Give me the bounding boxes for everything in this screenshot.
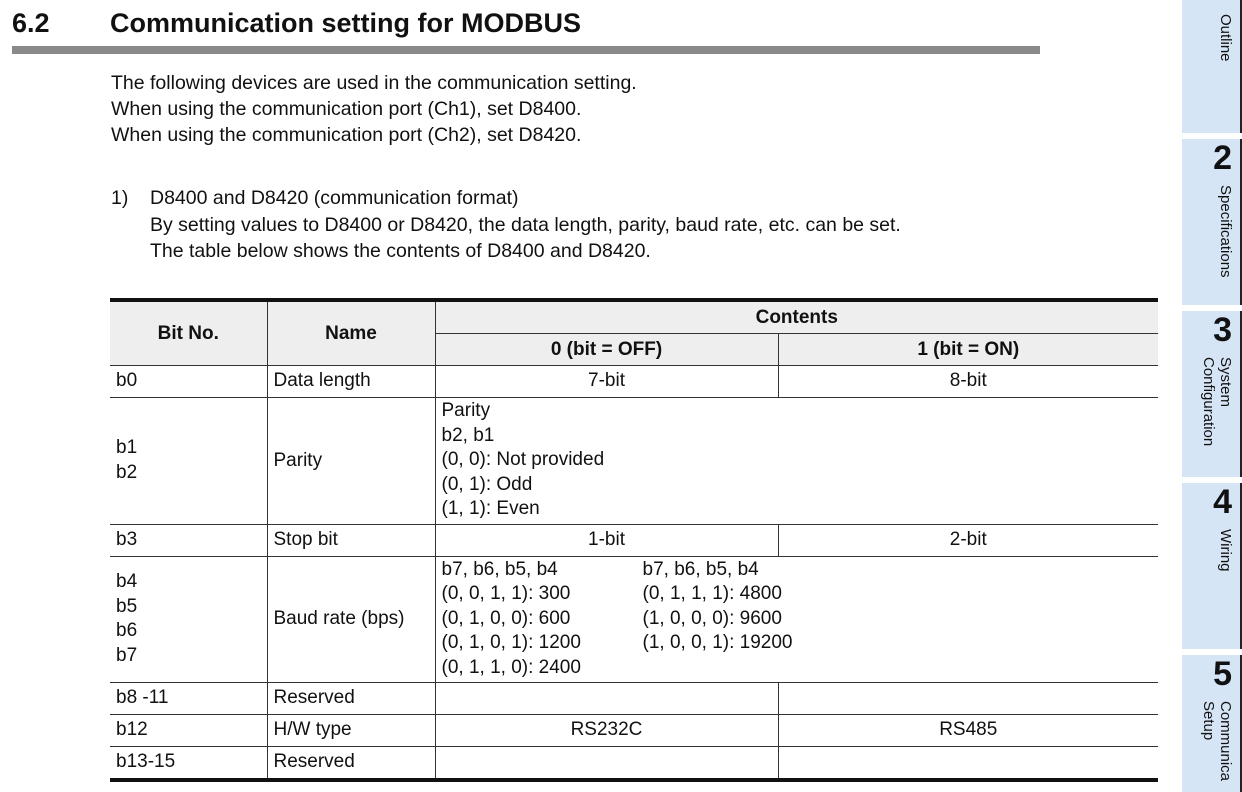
- parity-line: (1, 1): Even: [441, 498, 540, 519]
- header-bit-on: 1 (bit = ON): [778, 334, 1158, 366]
- name-cell: Baud rate (bps): [267, 556, 435, 683]
- table-row: [110, 524, 1158, 556]
- on-cell: 8-bit: [778, 366, 1158, 398]
- off-cell: [435, 747, 778, 781]
- tab-number: 5: [1213, 655, 1232, 693]
- off-cell: RS232C: [435, 715, 778, 747]
- name-cell: Stop bit: [267, 524, 435, 556]
- section-heading: [12, 4, 1042, 52]
- tab-communication-setup[interactable]: [1182, 655, 1242, 792]
- header-bit-off: 0 (bit = OFF): [435, 334, 778, 366]
- bit-cell: b13-15: [110, 747, 267, 781]
- bit-label: b6: [116, 620, 138, 642]
- on-cell: 2-bit: [778, 524, 1158, 556]
- baud-column-right: [643, 558, 844, 681]
- name-cell: Parity: [267, 398, 435, 525]
- baud-line: b7, b6, b5, b4: [642, 558, 759, 580]
- table-row: [110, 556, 1158, 683]
- table-row: [110, 747, 1158, 781]
- parity-line: (0, 1): Odd: [441, 473, 533, 495]
- header-contents: Contents: [435, 300, 1158, 334]
- table-row: [110, 366, 1158, 398]
- off-cell: 7-bit: [435, 366, 778, 398]
- bit-label: b1: [116, 437, 138, 459]
- item-marker: 1): [111, 187, 129, 209]
- name-cell: Reserved: [267, 747, 435, 781]
- tab-number: 3: [1213, 311, 1232, 349]
- intro-paragraph: [111, 70, 637, 148]
- name-cell: H/W type: [267, 715, 435, 747]
- chapter-tabs: [1182, 0, 1242, 792]
- on-cell: RS485: [778, 715, 1158, 747]
- item-title: D8400 and D8420 (communication format): [150, 187, 519, 209]
- section-title: Communication setting for MODBUS: [110, 8, 581, 38]
- bit-cell: [110, 556, 267, 683]
- name-cell: Reserved: [267, 683, 435, 715]
- bit-label: b4: [116, 571, 138, 593]
- tab-label: Wiring: [1217, 529, 1234, 572]
- bit-cell: b3: [110, 524, 267, 556]
- item-line: The table below shows the contents of D8400 and D8420.: [150, 240, 651, 262]
- bit-cell: b0: [110, 366, 267, 398]
- tab-number: 2: [1213, 139, 1232, 177]
- tab-label: Specifications: [1217, 185, 1234, 278]
- tab-outline[interactable]: [1182, 0, 1242, 133]
- section-number: 6.2: [12, 8, 50, 38]
- bit-cell: b8 -11: [110, 683, 267, 715]
- on-cell: [778, 747, 1158, 781]
- tab-wiring[interactable]: [1182, 483, 1242, 649]
- baud-line: b7, b6, b5, b4: [441, 558, 558, 580]
- bit-cell: b12: [110, 715, 267, 747]
- bit-label: b7: [116, 644, 138, 666]
- parity-contents: [435, 398, 1158, 525]
- table-row: [110, 683, 1158, 715]
- numbered-item: [111, 185, 901, 265]
- on-cell: [778, 683, 1158, 715]
- baud-line: (1, 0, 0, 0): 9600: [642, 607, 782, 629]
- intro-line: When using the communication port (Ch1), set D8400.: [111, 98, 582, 120]
- baud-line: (0, 1, 0, 1): 1200: [441, 632, 581, 653]
- table-row: [110, 398, 1158, 525]
- tab-label: Outline: [1217, 14, 1234, 62]
- baud-line: (0, 1, 0, 0): 600: [441, 607, 571, 629]
- baud-line: (0, 1, 1, 0): 2400: [441, 656, 581, 678]
- baud-contents: [435, 556, 1158, 683]
- tab-label: Communica Setup: [1200, 701, 1234, 782]
- tab-specifications[interactable]: [1182, 139, 1242, 305]
- off-cell: 1-bit: [435, 524, 778, 556]
- parity-line: b2, b1: [441, 424, 495, 446]
- baud-line: (1, 0, 0, 1): 19200: [642, 632, 793, 653]
- bit-cell: [110, 398, 267, 525]
- intro-line: The following devices are used in the communication setting.: [111, 72, 637, 94]
- tab-label: System Configuration: [1200, 357, 1234, 447]
- baud-line: (0, 0, 1, 1): 300: [441, 583, 571, 604]
- parity-line: (0, 0): Not provided: [441, 449, 605, 470]
- header-bit-no: Bit No.: [110, 300, 267, 366]
- heading-rule: [12, 46, 1040, 54]
- bit-label: b5: [116, 595, 138, 617]
- baud-line: (0, 1, 1, 1): 4800: [642, 583, 782, 604]
- tab-number: 4: [1213, 483, 1232, 521]
- off-cell: [435, 683, 778, 715]
- item-line: By setting values to D8400 or D8420, the data length, parity, baud rate, etc. can be set.: [150, 213, 901, 236]
- bit-label: b2: [116, 461, 138, 483]
- intro-line: When using the communication port (Ch2), set D8420.: [111, 124, 582, 146]
- name-cell: Data length: [267, 366, 435, 398]
- tab-system-configuration[interactable]: [1182, 311, 1242, 477]
- d8400-contents-table: [110, 298, 1158, 782]
- baud-column-left: [442, 558, 643, 681]
- table-row: [110, 715, 1158, 747]
- header-name: Name: [267, 300, 435, 366]
- parity-line: Parity: [441, 400, 491, 421]
